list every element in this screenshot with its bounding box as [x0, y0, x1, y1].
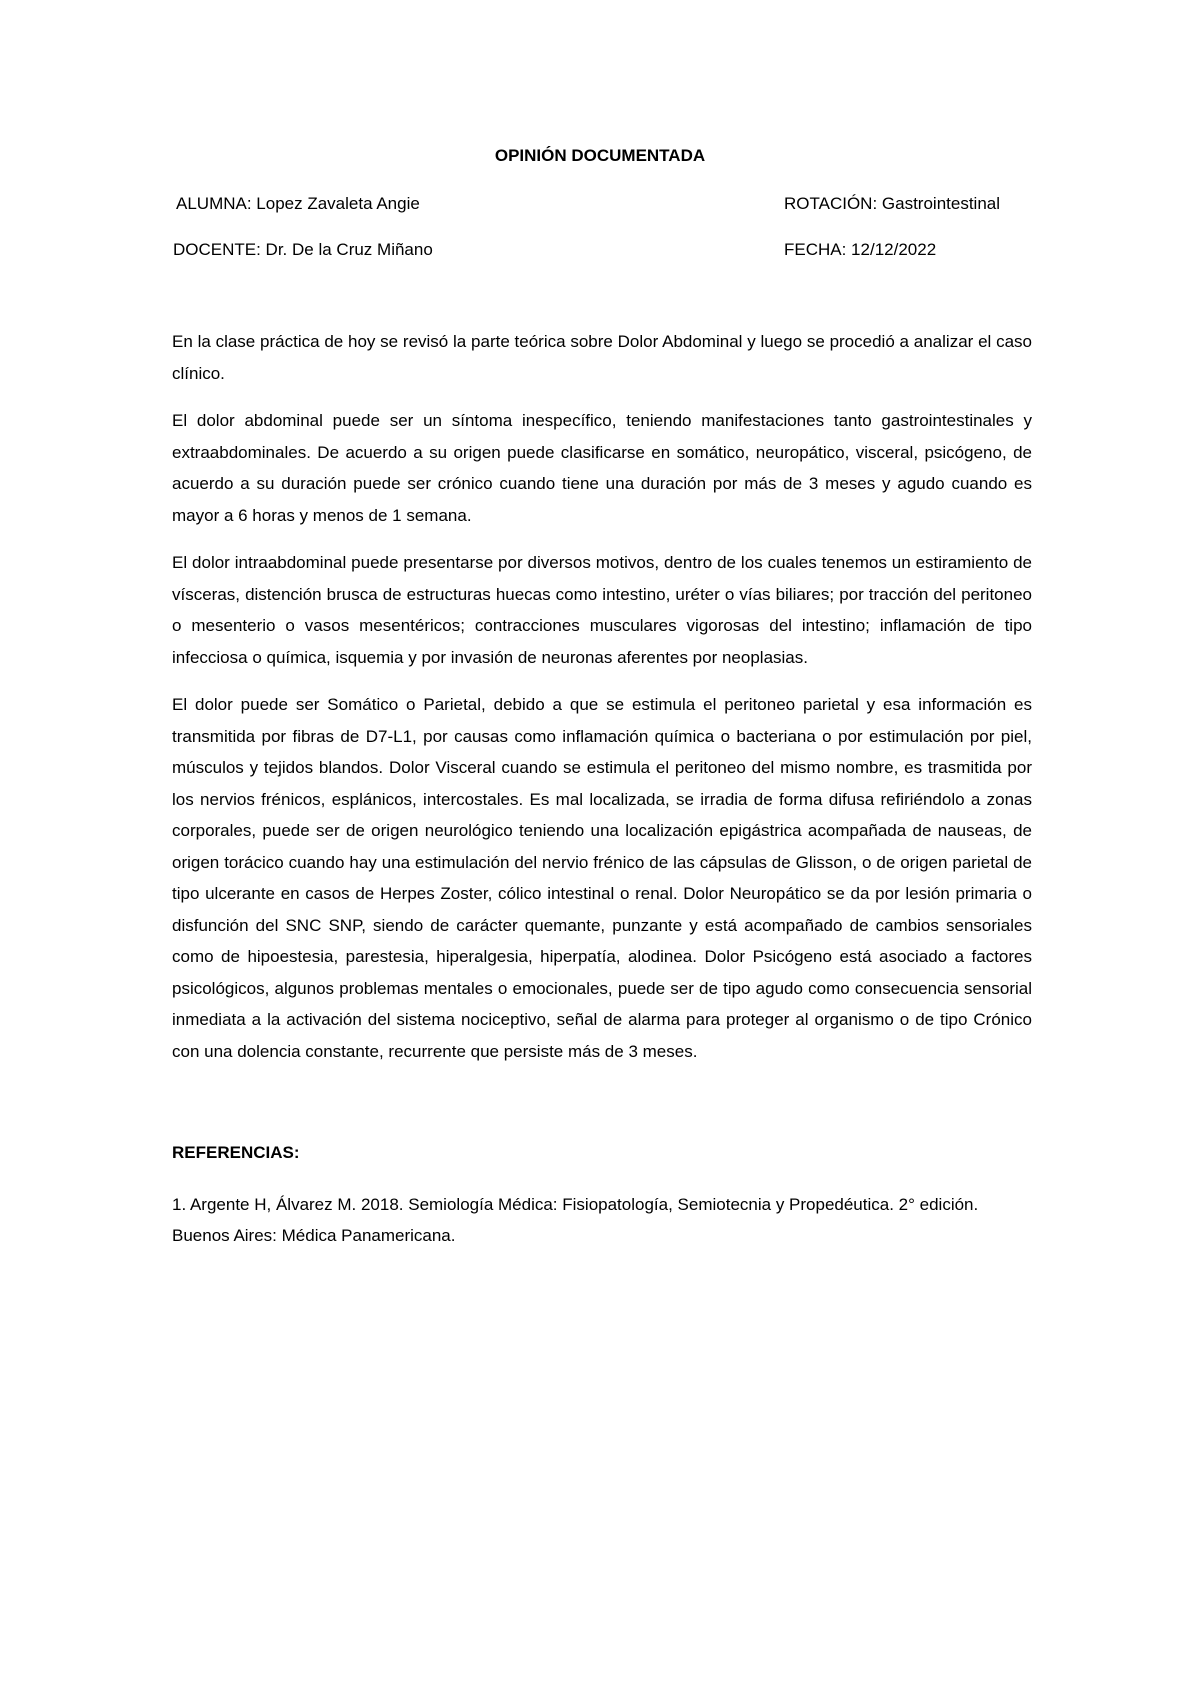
teacher-field: DOCENTE: Dr. De la Cruz Miñano	[173, 240, 433, 259]
paragraph-1: En la clase práctica de hoy se revisó la parte teórica sobre Dolor Abdominal y luego se procedió a analizar el caso clínico.	[172, 332, 1032, 383]
rotation-field: ROTACIÓN: Gastrointestinal	[784, 194, 1001, 213]
document-title: OPINIÓN DOCUMENTADA	[494, 146, 706, 165]
paragraph-2: El dolor abdominal puede ser un síntoma inespecífico, teniendo manifestaciones tanto gastrointestinales y extraabdominales. De acuerdo a su origen puede clasificarse en somático, neuropático, visceral, psicógeno, de acuerdo a su duración puede ser crónico cuando tiene una duración por más de 3 meses y agudo cuando es mayor a 6 horas y menos de 1 semana.	[172, 411, 1032, 525]
reference-item: 1. Argente H, Álvarez M. 2018. Semiología Médica: Fisiopatología, Semiotecnia y Propedéutica. 2° edición. Buenos Aires: Médica Panamericana.	[172, 1194, 979, 1245]
paragraph-4: El dolor puede ser Somático o Parietal, debido a que se estimula el peritoneo parietal y esa información es transmitida por fibras de D7-L1, por causas como inflamación química o bacteriana o por estimulación por piel, músculos y tejidos blandos. Dolor Visceral cuando se estimula el peritoneo del mismo nombre, es trasmitida por los nervios frénicos, esplánicos, intercostales. Es mal localizada, se irradia de forma difusa refiriéndolo a zonas corporales, puede ser de origen neurológico teniendo una localización epigástrica acompañada de nauseas, de origen torácico cuando hay una estimulación del nervio frénico de las cápsulas de Glisson, o de origen parietal de tipo ulcerante en casos de Herpes Zoster, cólico intestinal o renal. Dolor Neuropático se da por lesión primaria o disfunción del SNC SNP, siendo de carácter quemante, punzante y está acompañado de cambios sensoriales como de hipoestesia, parestesia, hiperalgesia, hiperpatía, alodinea. Dolor Psicógeno está asociado a factores psicológicos, algunos problemas mentales o emocionales, puede ser de tipo agudo como consecuencia sensorial inmediata a la activación del sistema nociceptivo, señal de alarma para proteger al organismo o de tipo Crónico con una dolencia constante, recurrente que persiste más de 3 meses.	[172, 695, 1032, 1061]
date-field: FECHA: 12/12/2022	[784, 240, 937, 259]
document-body	[172, 326, 1032, 1268]
paragraph-3: El dolor intraabdominal puede presentarse por diversos motivos, dentro de los cuales tenemos un estiramiento de vísceras, distención brusca de estructuras huecas como intestino, uréter o vías biliares; por tracción del peritoneo o mesenterio o vasos mesentéricos; contracciones musculares vigorosas del intestino; inflamación de tipo infecciosa o química, isquemia y por invasión de neuronas aferentes por neoplasias.	[172, 553, 1032, 667]
references-heading: REFERENCIAS:	[172, 1143, 300, 1162]
student-field: ALUMNA: Lopez Zavaleta Angie	[176, 194, 420, 213]
